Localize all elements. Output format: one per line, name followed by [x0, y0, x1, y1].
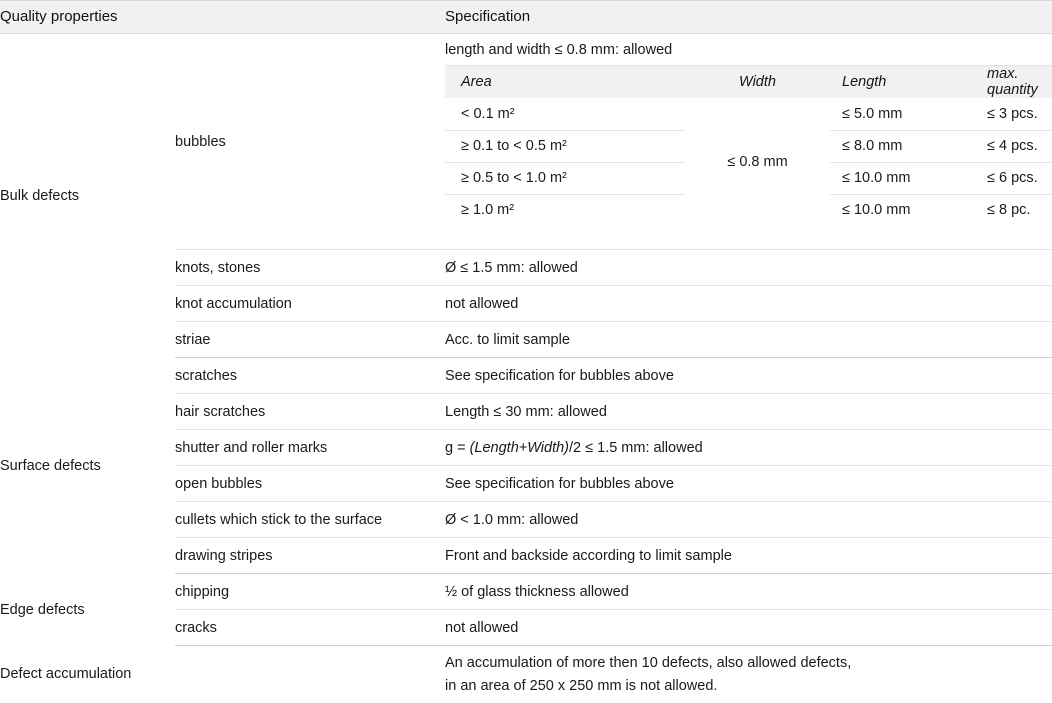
table-row-chipping	[0, 574, 1052, 610]
category-surface-defects: Surface defects	[0, 457, 101, 474]
spec-cracks: not allowed	[445, 610, 1052, 646]
property-drawing-stripes: drawing stripes	[175, 538, 445, 574]
property-bubbles: bubbles	[175, 34, 445, 250]
table-row-bubbles	[0, 34, 1052, 250]
subheader-length: Length	[842, 74, 887, 90]
spec-knot-accumulation: not allowed	[445, 286, 1052, 322]
spec-hair-scratches: Length ≤ 30 mm: allowed	[445, 394, 1052, 430]
subheader-width: Width	[739, 74, 776, 90]
bubble-area-1: < 0.1 m²	[445, 98, 685, 130]
spec-bubbles-grid-cell	[445, 34, 1052, 250]
spec-scratches: See specification for bubbles above	[445, 358, 1052, 394]
bubble-length-1: ≤ 5.0 mm	[830, 98, 975, 130]
spec-formula-suffix: /2 ≤ 1.5 mm: allowed	[569, 439, 703, 456]
spec-knots-stones: Ø ≤ 1.5 mm: allowed	[445, 250, 1052, 286]
bubble-area-4: ≥ 1.0 m²	[461, 202, 515, 219]
bubbles-data-row	[445, 98, 1052, 130]
property-cracks: cracks	[175, 610, 445, 646]
property-cullets-stick-to-surface: cullets which stick to the surface	[175, 502, 445, 538]
spec-chipping: ½ of glass thickness allowed	[445, 574, 1052, 610]
bubble-length-4: ≤ 10.0 mm	[842, 202, 911, 219]
property-knot-accumulation: knot accumulation	[175, 286, 445, 322]
spec-shutter-and-roller-marks	[445, 430, 1052, 466]
bubble-area-3: ≥ 0.5 to < 1.0 m²	[445, 162, 685, 194]
bubble-area-2: ≥ 0.1 to < 0.5 m²	[445, 130, 685, 162]
bubble-quantity-1: ≤ 3 pcs.	[975, 98, 1052, 130]
bubble-length-3: ≤ 10.0 mm	[830, 162, 975, 194]
bubble-width-all: ≤ 0.8 mm	[727, 154, 788, 170]
property-knots-stones: knots, stones	[175, 250, 445, 286]
bubble-quantity-2: ≤ 4 pcs.	[975, 130, 1052, 162]
spec-formula-italic: (Length+Width)	[469, 439, 570, 456]
category-bulk-defects: Bulk defects	[0, 187, 79, 204]
bubbles-intro-text: length and width ≤ 0.8 mm: allowed	[445, 34, 1052, 66]
table-header-row	[0, 1, 1052, 34]
category-edge-defects: Edge defects	[0, 601, 85, 618]
spec-drawing-stripes: Front and backside according to limit sample	[445, 538, 1052, 574]
header-quality-properties: Quality properties	[0, 8, 118, 25]
header-specification: Specification	[445, 8, 531, 25]
category-defect-accumulation: Defect accumulation	[0, 646, 175, 704]
subheader-max-quantity: max. quantity	[987, 66, 1038, 98]
table-row-scratches	[0, 358, 1052, 394]
table-row-defect-accumulation	[0, 646, 1052, 704]
bubbles-subheader-row	[445, 66, 1052, 99]
property-shutter-and-roller-marks: shutter and roller marks	[175, 430, 445, 466]
bubbles-spec-grid	[445, 34, 1052, 226]
property-hair-scratches: hair scratches	[175, 394, 445, 430]
bubble-quantity-4: ≤ 8 pc.	[987, 202, 1031, 219]
spec-defect-accumulation-line2: in an area of 250 x 250 mm is not allowed.	[445, 677, 718, 694]
property-scratches: scratches	[175, 358, 445, 394]
spec-open-bubbles: See specification for bubbles above	[445, 466, 1052, 502]
spec-defect-accumulation	[445, 646, 1052, 704]
property-open-bubbles: open bubbles	[175, 466, 445, 502]
property-striae: striae	[175, 322, 445, 358]
spec-striae: Acc. to limit sample	[445, 322, 1052, 358]
property-defect-accumulation-empty	[175, 646, 445, 704]
bubble-length-2: ≤ 8.0 mm	[830, 130, 975, 162]
spec-cullets-stick-to-surface: Ø < 1.0 mm: allowed	[445, 502, 1052, 538]
bubble-quantity-3: ≤ 6 pcs.	[975, 162, 1052, 194]
property-chipping: chipping	[175, 574, 445, 610]
spec-formula-prefix: g =	[445, 439, 470, 456]
subheader-area: Area	[461, 74, 492, 90]
bubbles-intro-row	[445, 34, 1052, 66]
spec-defect-accumulation-line1: An accumulation of more then 10 defects, also allowed defects,	[445, 655, 852, 672]
